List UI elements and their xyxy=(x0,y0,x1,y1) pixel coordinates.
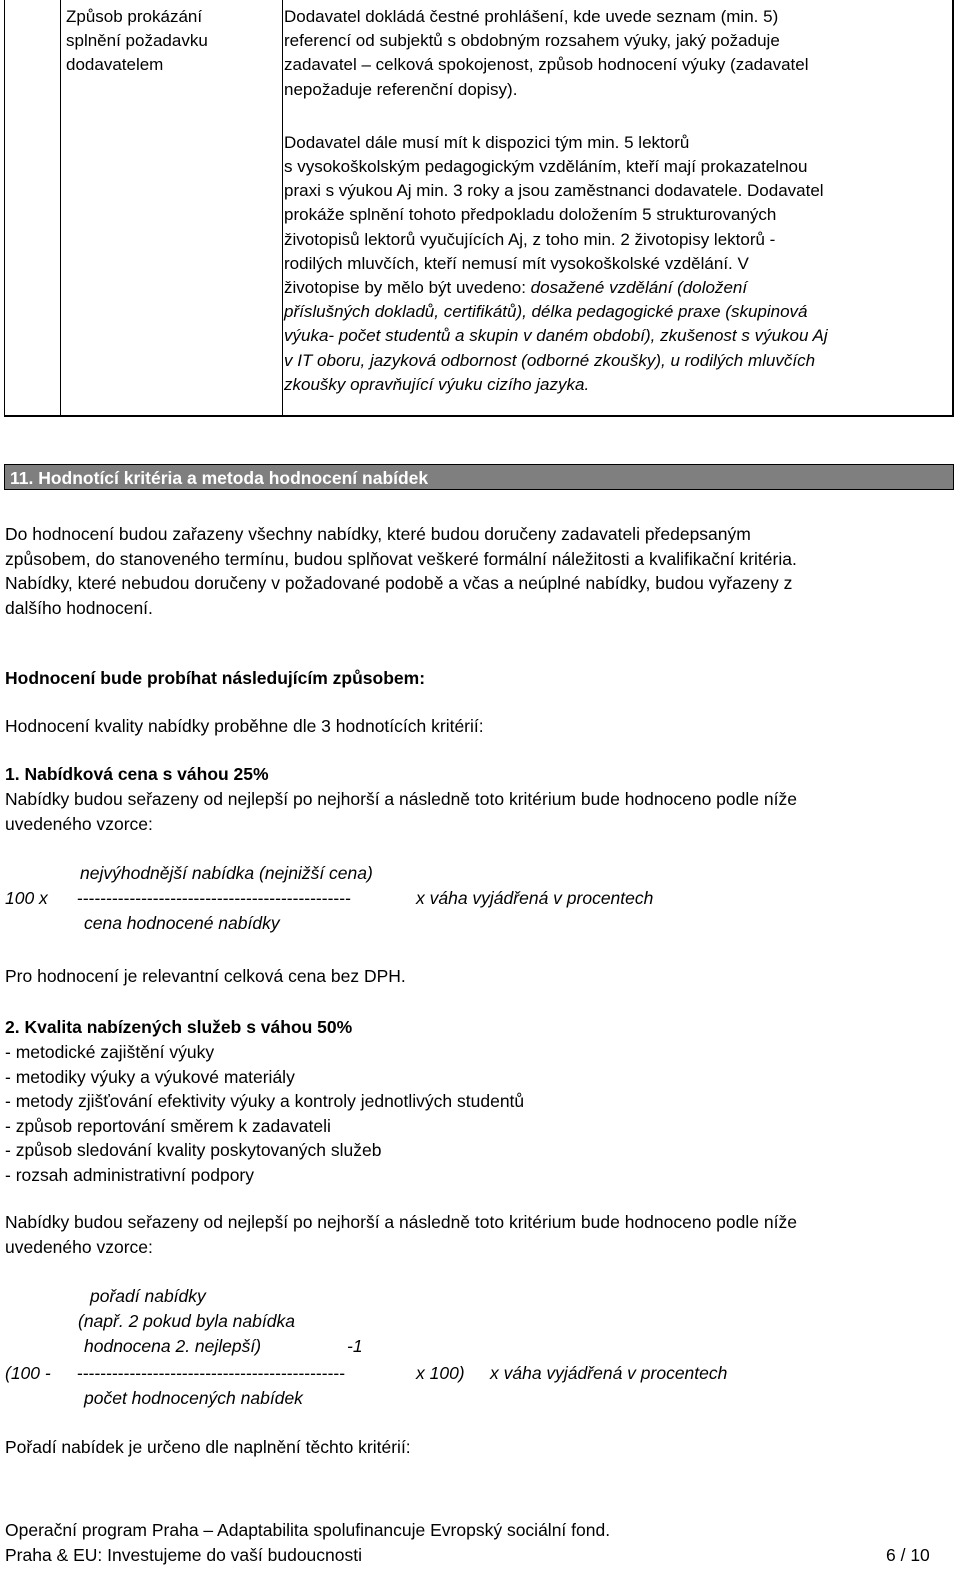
right-cell-line: Dodavatel dokládá čestné prohlášení, kde uvede seznam (min. 5) xyxy=(284,7,779,26)
right-cell-line: Dodavatel dále musí mít k dispozici tým min. 5 lektorů xyxy=(284,132,690,152)
section-heading: 11. Hodnotící kritéria a metoda hodnocení nabídek xyxy=(10,468,429,488)
paragraph-line: uvedeného vzorce: xyxy=(5,813,153,834)
list-item: - metodiky výuky a výukové materiály xyxy=(5,1066,295,1087)
paragraph-line: uvedeného vzorce: xyxy=(5,1236,153,1257)
right-cell-line: referencí od subjektů s obdobným rozsahem výuky, jaký požaduje xyxy=(284,31,780,51)
criterion-1-title: 1. Nabídková cena s váhou 25% xyxy=(5,764,269,784)
paragraph-line: Nabídky budou seřazeny od nejlepší po nejhorší a následně toto kritérium bude hodnoceno podle níže xyxy=(5,789,797,809)
formula-2-denominator: počet hodnocených nabídek xyxy=(84,1388,303,1408)
right-cell-line: příslušných dokladů, certifikátů), délka pedagogické praxe (skupinová xyxy=(284,302,808,322)
left-cell-line: splnění požadavku xyxy=(66,31,208,51)
table-right-cell xyxy=(284,5,828,397)
right-cell-line: zkoušky opravňující výuku cizího jazyka. xyxy=(284,374,590,394)
criterion-1-note: Pro hodnocení je relevantní celková cena bez DPH. xyxy=(5,966,406,986)
paragraph-line: způsobem, do stanoveného termínu, budou splňovat veškeré formální náležitosti a kvalifikační kritéria. xyxy=(5,548,797,569)
paragraph-line: dalšího hodnocení. xyxy=(5,597,153,618)
criterion-2-closing: Pořadí nabídek je určeno dle naplnění těchto kritérií: xyxy=(5,1437,411,1457)
criterion-1-text xyxy=(5,787,797,836)
formula-2-prefix: (100 - xyxy=(5,1363,51,1383)
formula-2-numerator-line: hodnocena 2. nejlepší) xyxy=(84,1336,262,1356)
formula-2-multiplier: x 100) xyxy=(416,1363,465,1383)
formula-1-denominator: cena hodnocené nabídky xyxy=(84,913,280,933)
criterion-2-list xyxy=(5,1040,524,1187)
left-cell-line: Způsob prokázání xyxy=(66,7,203,26)
right-cell-line: zadavatel – celková spokojenost, způsob hodnocení výuky (zadavatel xyxy=(284,55,809,75)
criterion-2-title: 2. Kvalita nabízených služeb s váhou 50% xyxy=(5,1017,353,1037)
evaluation-intro: Hodnocení kvality nabídky proběhne dle 3 hodnotících kritérií: xyxy=(5,716,484,736)
formula-2-minus-one: -1 xyxy=(347,1336,363,1356)
formula-1-numerator: nejvýhodnější nabídka (nejnižší cena) xyxy=(80,863,373,883)
cv-intro-text: životopise by mělo být uvedeno: xyxy=(284,278,531,298)
paragraph-line: Do hodnocení budou zařazeny všechny nabídky, které budou doručeny zadavateli předepsaným xyxy=(5,524,751,544)
list-item: - metodické zajištění výuky xyxy=(5,1042,215,1062)
formula-1-suffix: x váha vyjádřená v procentech xyxy=(416,888,654,908)
right-cell-line: prokáže splnění tohoto předpokladu doložením 5 strukturovaných xyxy=(284,205,777,225)
left-cell-line: dodavatelem xyxy=(66,55,164,75)
right-cell-line: výuka- počet studentů a skupin v daném období), zkušenost s výukou Aj xyxy=(284,326,828,346)
formula-2-fraction-line: ---------------------------------------------- xyxy=(77,1363,346,1383)
table-left-cell xyxy=(66,5,208,78)
formula-1-prefix: 100 x xyxy=(5,888,48,908)
list-item: - způsob sledování kvality poskytovaných služeb xyxy=(5,1140,382,1160)
paragraph-line: Nabídky, které nebudou doručeny v požadované podobě a včas a neúplné nabídky, budou vyřazeny z xyxy=(5,573,793,593)
footer-line-2: Praha & EU: Investujeme do vaší budoucnosti xyxy=(5,1545,363,1565)
right-cell-line: rodilých mluvčích, kteří nemusí mít vysokoškolské vzdělání. V xyxy=(284,253,749,273)
section-heading-bar xyxy=(4,464,954,490)
right-cell-line: nepožaduje referenční dopisy). xyxy=(284,79,518,99)
right-cell-line: praxi s výukou Aj min. 3 roky a jsou zaměstnanci dodavatele. Dodavatel xyxy=(284,181,824,201)
right-cell-line: životopisů lektorů vyučujících Aj, z toho min. 2 životopisy lektorů - xyxy=(284,229,776,249)
right-cell-line: v IT oboru, jazyková odbornost (odborné zkoušky), u rodilých mluvčích xyxy=(284,350,816,370)
list-item: - rozsah administrativní podpory xyxy=(5,1164,254,1185)
evaluation-heading: Hodnocení bude probíhat následujícím způsobem: xyxy=(5,668,426,688)
formula-2-numerator-line: pořadí nabídky xyxy=(90,1286,206,1306)
formula-2-numerator-line: (např. 2 pokud byla nabídka xyxy=(78,1311,295,1331)
list-item: - způsob reportování směrem k zadavateli xyxy=(5,1115,331,1136)
footer-line-1: Operační program Praha – Adaptabilita spolufinancuje Evropský sociální fond. xyxy=(5,1520,611,1540)
formula-2-suffix: x váha vyjádřená v procentech xyxy=(490,1363,728,1383)
cv-requirements-text: dosažené vzdělání (doložení xyxy=(530,278,748,298)
formula-1-fraction-line: ----------------------------------------------- xyxy=(77,888,351,908)
paragraph-line: Nabídky budou seřazeny od nejlepší po nejhorší a následně toto kritérium bude hodnoceno podle níže xyxy=(5,1212,797,1232)
table-divider xyxy=(60,0,61,415)
right-cell-line: s vysokoškolským pedagogickým vzděláním, kteří mají prokazatelnou xyxy=(284,157,808,177)
page-number: 6 / 10 xyxy=(886,1545,930,1565)
criterion-2-text xyxy=(5,1210,797,1259)
right-cell-line xyxy=(284,276,828,300)
table-divider xyxy=(282,0,283,415)
list-item: - metody zjišťování efektivity výuky a kontroly jednotlivých studentů xyxy=(5,1091,525,1111)
intro-paragraph xyxy=(5,522,797,620)
